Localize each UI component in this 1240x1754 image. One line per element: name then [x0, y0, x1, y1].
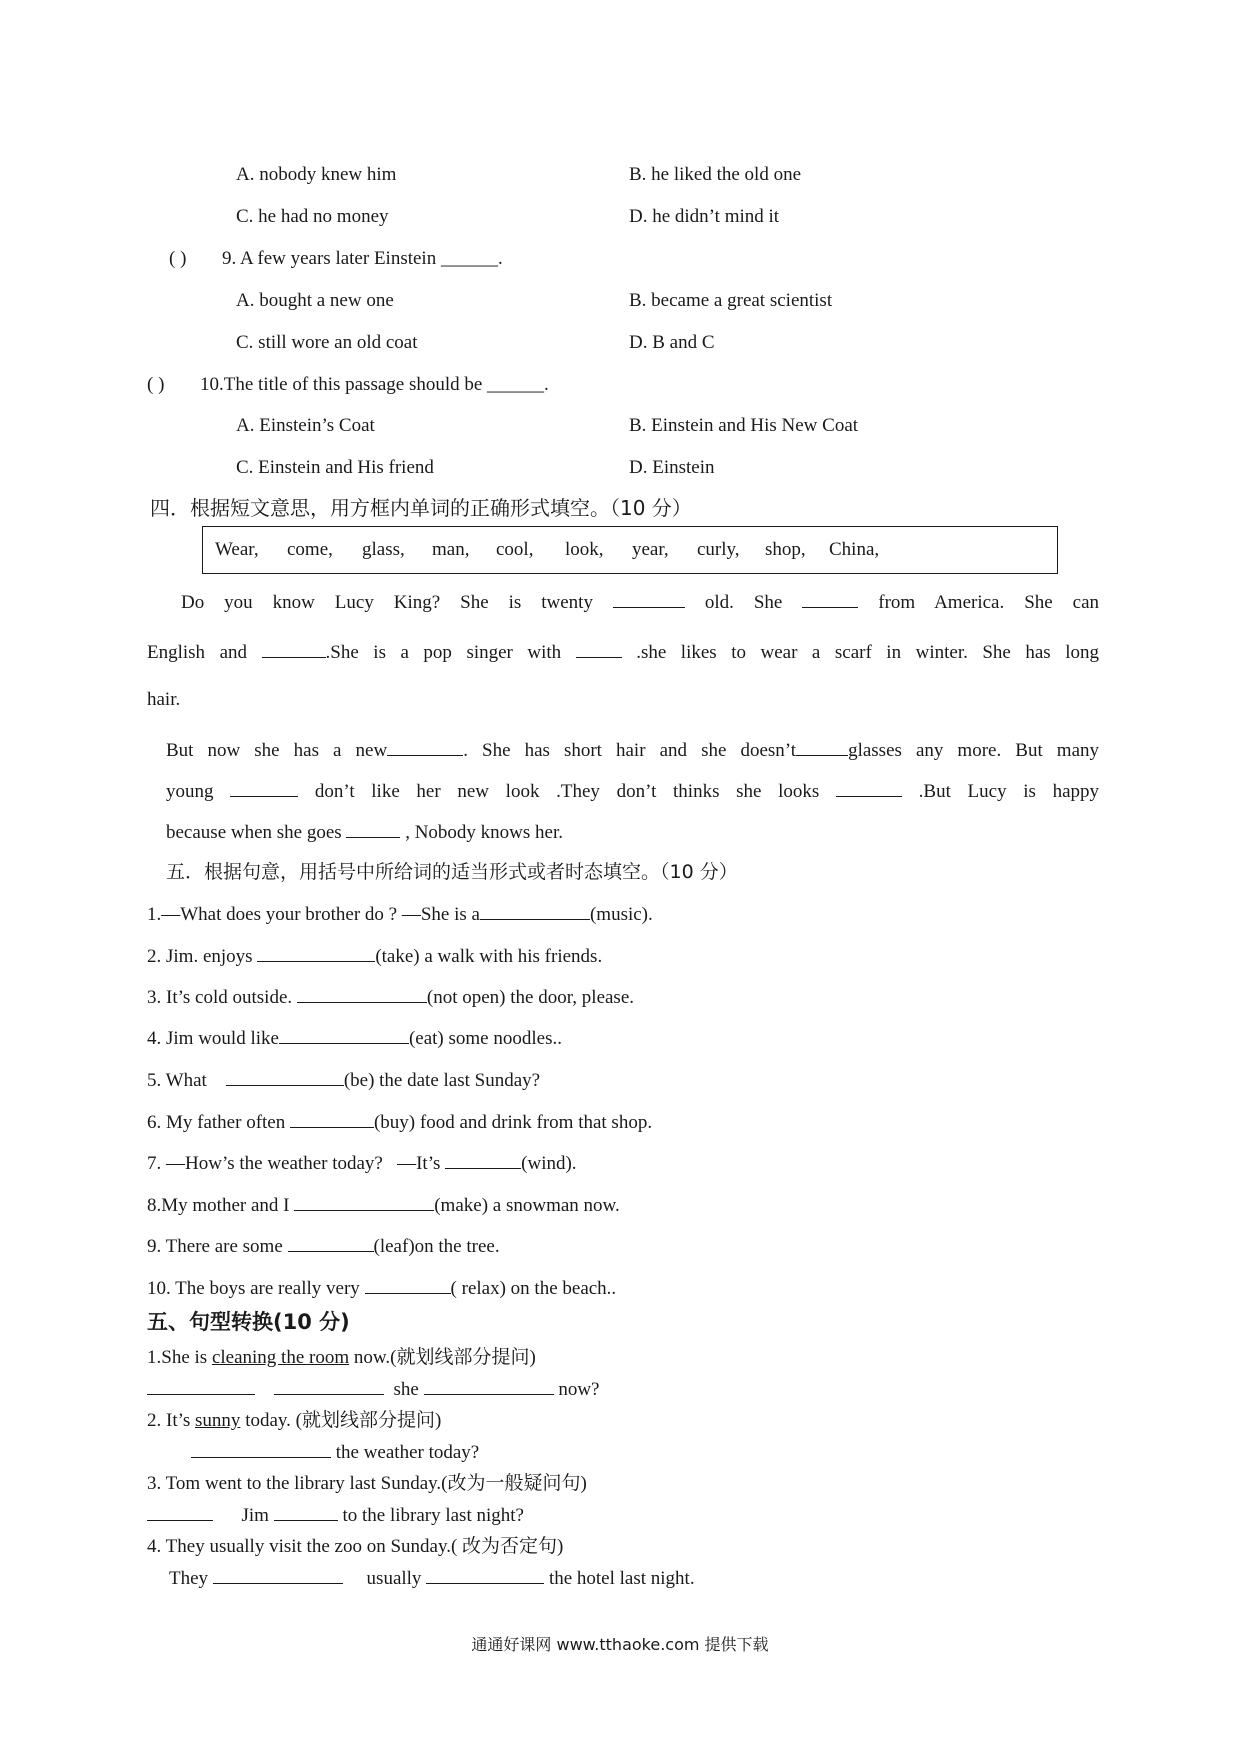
q9-option-d: D. B and C [629, 332, 715, 353]
word-box-item: cool, [496, 539, 534, 560]
blank[interactable] [257, 944, 375, 962]
q9-answer-bracket: ( ) [169, 248, 187, 269]
word-box-item: Wear, [215, 539, 259, 560]
blank[interactable] [424, 1377, 554, 1395]
passage-line: Do you know Lucy King? She is twenty old. She from America. She can [181, 592, 1100, 613]
q8-option-a: A. nobody knew him [236, 164, 397, 185]
blank[interactable] [226, 1068, 344, 1086]
blank[interactable] [576, 640, 622, 658]
q9-stem: 9. A few years later Einstein ______. [222, 248, 503, 269]
blank[interactable] [346, 820, 400, 838]
word-box-item: glass, [362, 539, 405, 560]
section5-item: 10. The boys are really very ( relax) on the beach.. [147, 1278, 617, 1299]
section5-item: 5. What (be) the date last Sunday? [147, 1070, 541, 1091]
blank[interactable] [288, 1234, 374, 1252]
section4-heading: 四．根据短文意思，用方框内单词的正确形式填空。（10 分） [150, 496, 692, 520]
blank[interactable] [279, 1026, 409, 1044]
q10-option-b: B. Einstein and His New Coat [629, 415, 859, 436]
blank[interactable] [294, 1193, 434, 1211]
passage-line: But now she has a new . She has short hair and she doesn’t glasses any more. But many [166, 740, 1099, 761]
blank[interactable] [613, 590, 685, 608]
section5-item: 2. Jim. enjoys (take) a walk with his friends. [147, 946, 603, 967]
q10-stem: 10.The title of this passage should be ______. [200, 374, 549, 395]
section5-item: 4. Jim would like (eat) some noodles.. [147, 1028, 562, 1049]
blank[interactable] [274, 1503, 338, 1521]
blank[interactable] [387, 738, 463, 756]
blank[interactable] [365, 1276, 451, 1294]
word-box-item: year, [632, 539, 669, 560]
word-box [202, 526, 1058, 574]
passage-line: English and .She is a pop singer with .she likes to wear a scarf in winter. She has long [147, 642, 1099, 663]
blank[interactable] [147, 1377, 255, 1395]
passage-line: hair. [147, 689, 181, 710]
blank[interactable] [290, 1110, 374, 1128]
section5-item: 7. —How’s the weather today? —It’s (wind). [147, 1153, 577, 1174]
q9-option-b: B. became a great scientist [629, 290, 833, 311]
footer-credit: 通通好课网 www.tthaoke.com 提供下载 [471, 1635, 769, 1654]
q10-option-d: D. Einstein [629, 457, 715, 478]
blank[interactable] [297, 985, 427, 1003]
blank[interactable] [274, 1377, 384, 1395]
transform-question: 2. It’s sunny today. (就划线部分提问) [147, 1410, 442, 1431]
blank[interactable] [213, 1566, 343, 1584]
word-box-item: come, [287, 539, 333, 560]
q8-option-c: C. he had no money [236, 206, 389, 227]
q10-option-c: C. Einstein and His friend [236, 457, 434, 478]
section5-item: 8.My mother and I (make) a snowman now. [147, 1195, 620, 1216]
word-box-item: man, [432, 539, 470, 560]
blank[interactable] [836, 779, 902, 797]
blank[interactable] [262, 640, 326, 658]
word-box-item: curly, [697, 539, 740, 560]
transform-answer: the weather today? [191, 1440, 479, 1465]
q10-option-a: A. Einstein’s Coat [236, 415, 375, 436]
section5-item: 9. There are some (leaf)on the tree. [147, 1236, 500, 1257]
passage-line: young don’t like her new look .They don’t thinks she looks .But Lucy is happy [166, 781, 1100, 802]
transform-answer: They usually the hotel last night. [169, 1568, 695, 1589]
word-box-item: China, [829, 539, 880, 560]
q8-option-b: B. he liked the old one [629, 164, 802, 185]
section5-item: 1.—What does your brother do ? —She is a (music). [147, 904, 653, 925]
blank[interactable] [445, 1151, 521, 1169]
word-box-item: look, [565, 539, 604, 560]
q9-option-a: A. bought a new one [236, 290, 394, 311]
blank[interactable] [796, 738, 848, 756]
q10-answer-bracket: ( ) [147, 374, 165, 395]
transform-question: 4. They usually visit the zoo on Sunday.( 改为否定句) [147, 1536, 564, 1557]
transform-answer: Jim to the library last night? [147, 1503, 524, 1528]
q8-option-d: D. he didn’t mind it [629, 206, 780, 227]
blank[interactable] [426, 1566, 544, 1584]
blank[interactable] [191, 1440, 331, 1458]
section5-item: 6. My father often (buy) food and drink from that shop. [147, 1112, 653, 1133]
transform-answer: she now? [147, 1377, 599, 1402]
word-box-item: shop, [765, 539, 806, 560]
transform-question: 3. Tom went to the library last Sunday.(改为一般疑问句) [147, 1473, 587, 1494]
blank[interactable] [802, 590, 858, 608]
passage-line: because when she goes , Nobody knows her. [166, 822, 563, 843]
q9-option-c: C. still wore an old coat [236, 332, 418, 353]
blank[interactable] [147, 1503, 213, 1521]
section6-heading: 五、句型转换(10 分) [147, 1310, 350, 1334]
blank[interactable] [230, 779, 298, 797]
blank[interactable] [480, 902, 590, 920]
transform-question: 1.She is cleaning the room now.(就划线部分提问) [147, 1347, 536, 1368]
section5-heading: 五．根据句意，用括号中所给词的适当形式或者时态填空。（10 分） [166, 861, 738, 883]
section5-item: 3. It’s cold outside. (not open) the door, please. [147, 987, 635, 1008]
